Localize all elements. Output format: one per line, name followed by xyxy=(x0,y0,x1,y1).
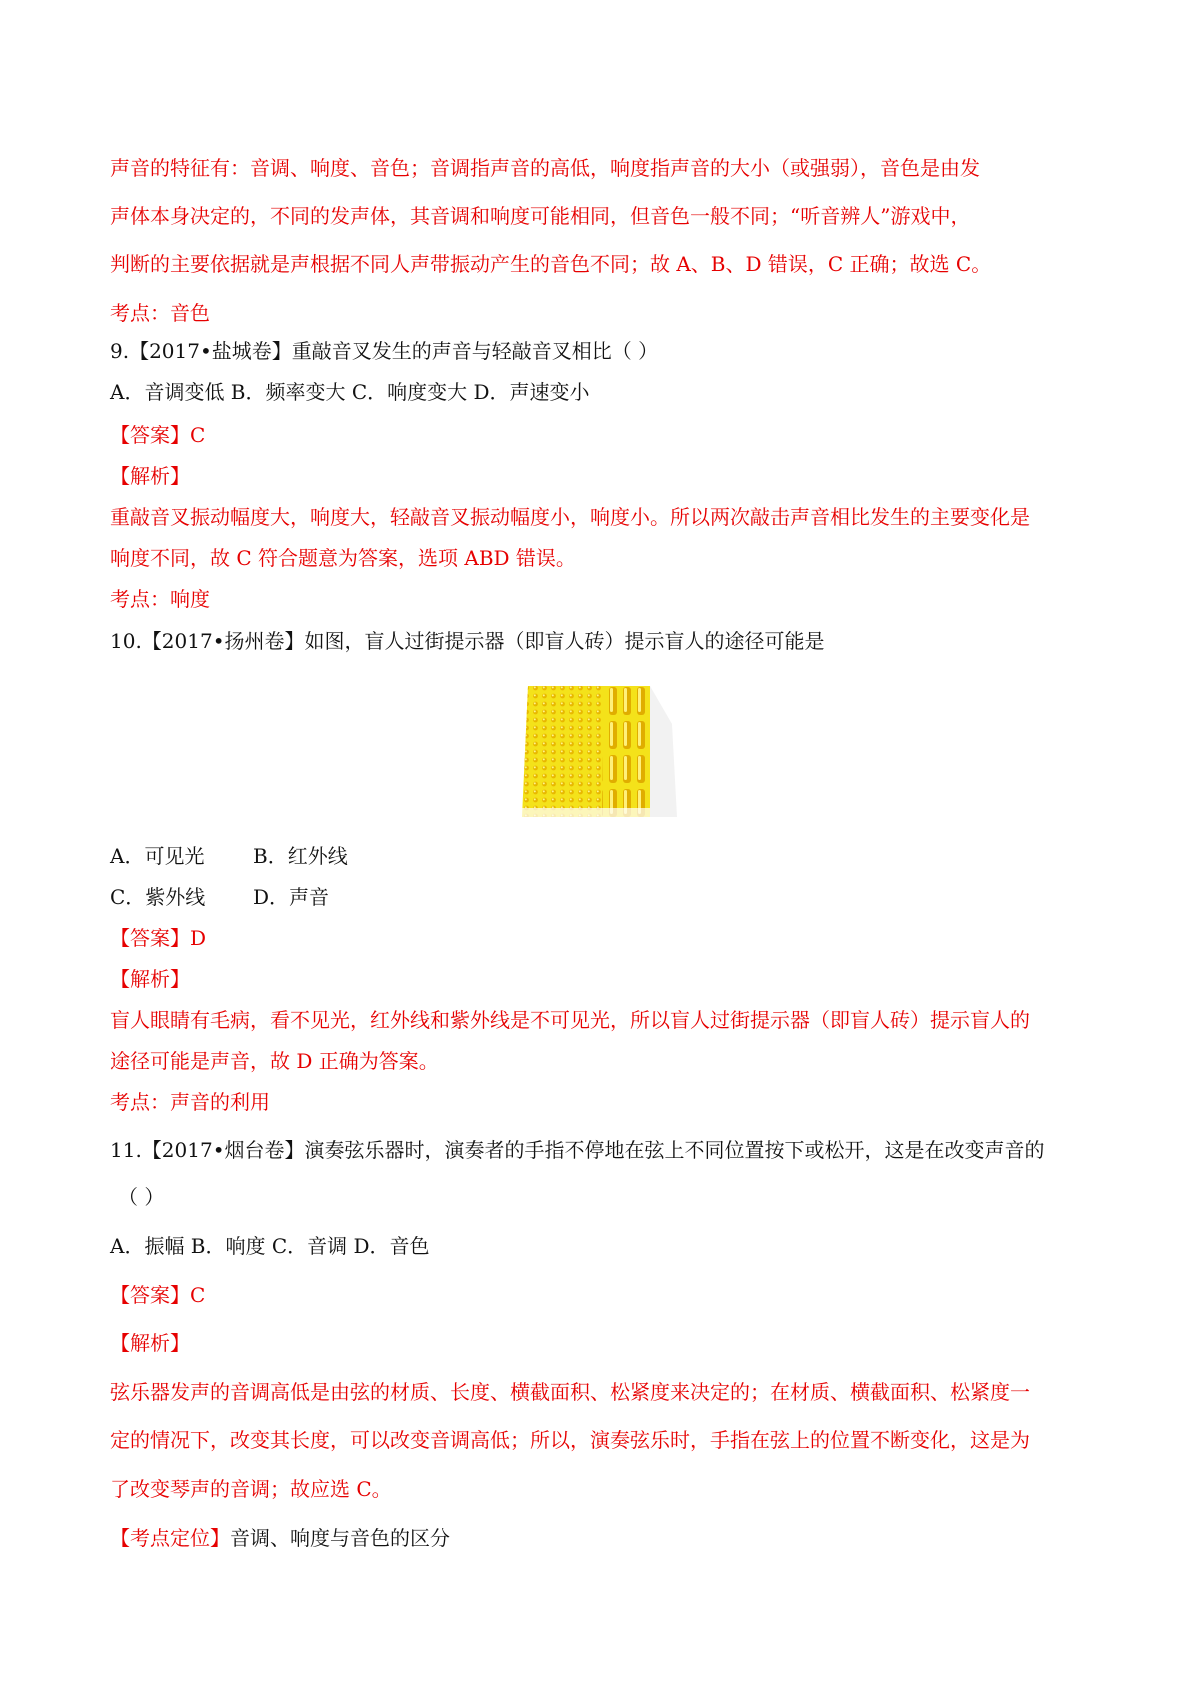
q9-kaodian: 考点：响度 xyxy=(110,587,210,611)
prev-analysis-line-1: 声音的特征有：音调、响度、音色；音调指声音的高低，响度指声音的大小（或强弱），音色是由发 xyxy=(110,156,980,180)
q11-paren: （ ） xyxy=(118,1185,165,1209)
q11-kaodian-text: 音调、响度与音色的区分 xyxy=(230,1526,450,1550)
q10-analysis-label: 【解析】 xyxy=(110,967,190,991)
q11-analysis-line-3: 了改变琴声的音调；故应选 C。 xyxy=(110,1477,392,1501)
q11-analysis-line-2: 定的情况下，改变其长度，可以改变音调高低；所以，演奏弦乐时，手指在弦上的位置不断变化，这是为 xyxy=(110,1428,1030,1452)
q11-kaodian xyxy=(110,1525,450,1551)
q9-answer: 【答案】C xyxy=(110,423,206,447)
tactile-paving-photo-icon xyxy=(522,684,677,817)
q9-stem: 9.【2017•盐城卷】重敲音叉发生的声音与轻敲音叉相比（ ） xyxy=(110,339,659,363)
prev-analysis-line-2: 声体本身决定的，不同的发声体，其音调和响度可能相同，但音色一般不同；“听音辨人”游戏中， xyxy=(110,204,971,228)
q10-answer: 【答案】D xyxy=(110,926,207,950)
q11-kaodian-label: 【考点定位】 xyxy=(110,1526,230,1550)
q11-answer: 【答案】C xyxy=(110,1283,206,1307)
q10-option-d: D．声音 xyxy=(253,885,330,909)
q11-options: A．振幅 B．响度 C．音调 D．音色 xyxy=(110,1234,430,1258)
q9-options: A．音调变低 B．频率变大 C．响度变大 D．声速变小 xyxy=(110,380,590,404)
q9-analysis-line-2: 响度不同，故 C 符合题意为答案，选项 ABD 错误。 xyxy=(110,546,576,570)
q9-analysis-line-1: 重敲音叉振动幅度大，响度大，轻敲音叉振动幅度小，响度小。所以两次敲击声音相比发生的主要变化是 xyxy=(110,505,1030,529)
prev-kaodian: 考点：音色 xyxy=(110,301,210,325)
q10-kaodian: 考点：声音的利用 xyxy=(110,1090,270,1114)
q10-stem: 10.【2017•扬州卷】如图，盲人过街提示器（即盲人砖）提示盲人的途径可能是 xyxy=(110,629,825,653)
q11-analysis-line-1: 弦乐器发声的音调高低是由弦的材质、长度、横截面积、松紧度来决定的；在材质、横截面积、松紧度一 xyxy=(110,1380,1030,1404)
q10-analysis-line-1: 盲人眼睛有毛病，看不见光，红外线和紫外线是不可见光，所以盲人过街提示器（即盲人砖）提示盲人的 xyxy=(110,1008,1030,1032)
q10-analysis-line-2: 途径可能是声音，故 D 正确为答案。 xyxy=(110,1049,439,1073)
q10-option-a: A．可见光 xyxy=(110,844,205,868)
q11-stem: 11.【2017•烟台卷】演奏弦乐器时，演奏者的手指不停地在弦上不同位置按下或松开，这是在改变声音的 xyxy=(110,1138,1045,1162)
q9-analysis-label: 【解析】 xyxy=(110,464,190,488)
q11-analysis-label: 【解析】 xyxy=(110,1331,190,1355)
q10-option-c: C．紫外线 xyxy=(110,885,206,909)
prev-analysis-line-3: 判断的主要依据就是声根据不同人声带振动产生的音色不同；故 A、B、D 错误，C 正确；故选 C。 xyxy=(110,252,992,276)
q10-option-b: B．红外线 xyxy=(253,844,348,868)
